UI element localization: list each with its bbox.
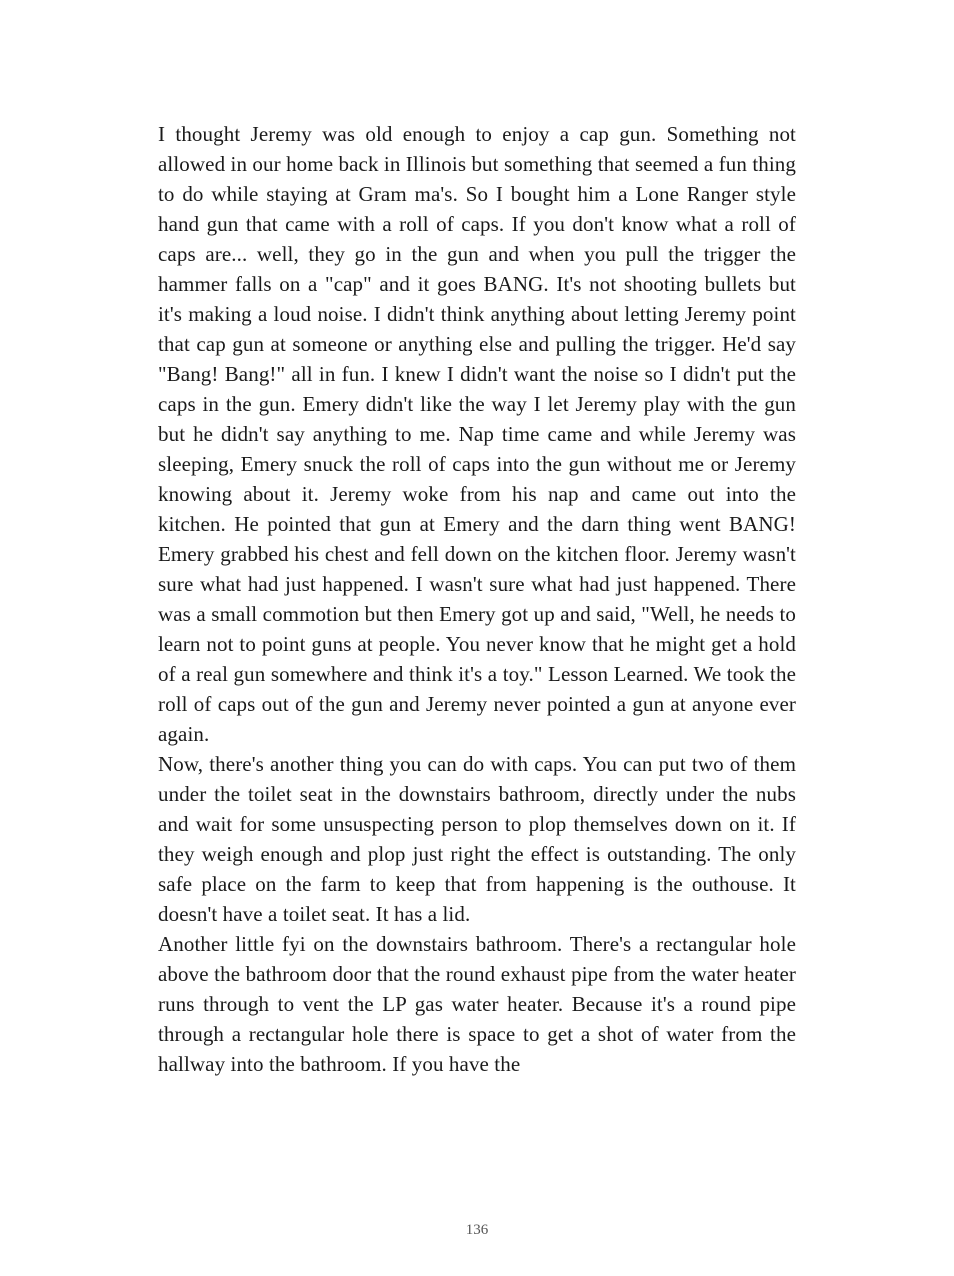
paragraph-cap-gun: I thought Jeremy was old enough to enjoy a cap gun. Something not allowed in our home back in Illinois but something that seemed a fun thing to do while staying at Gram ma's. So I bought him a Lone Ranger style hand gun that came with a roll of caps. If you don't know what a roll of caps are... well, they go in the gun and when you pull the trigger the hammer falls on a "cap" and it goes BANG. It's not shooting bullets but it's making a loud noise. I didn't think anything about letting Jeremy point that cap gun at someone or anything else and pulling the trigger. He'd say "Bang! Bang!" all in fun. I knew I didn't want the noise so I didn't put the caps in the gun. Emery didn't like the way I let Jeremy play with the gun but he didn't say anything to me. Nap time came and while Jeremy was sleeping, Emery snuck the roll of caps into the gun without me or Jeremy knowing about it. Jeremy woke from his nap and came out into the kitchen. He pointed that gun at Emery and the darn thing went BANG! Emery grabbed his chest and fell down on the kitchen floor. Jeremy wasn't sure what had just happened. I wasn't sure what had just happened. There was a small commotion but then Emery got up and said, "Well, he needs to learn not to point guns at people. You never know that he might get a hold of a real gun somewhere and think it's a toy." Lesson Learned. We took the roll of caps out of the gun and Jeremy never pointed a gun at anyone ever again. bbox=[158, 122, 796, 746]
body-text bbox=[158, 119, 796, 1079]
paragraph-bathroom-hole: Another little fyi on the downstairs bathroom. There's a rectangular hole above the bathroom door that the round exhaust pipe from the water heater runs through to vent the LP gas water heater. Because it's a round pipe through a rectangular hole there is space to get a shot of water from the hallway into the bathroom. If you have the bbox=[158, 932, 796, 1076]
page-number: 136 bbox=[465, 1222, 489, 1238]
paragraph-toilet-seat-caps: Now, there's another thing you can do with caps. You can put two of them under the toilet seat in the downstairs bathroom, directly under the nubs and wait for some unsuspecting person to plop themselves down on it. If they weigh enough and plop just right the effect is outstanding. The only safe place on the farm to keep that from happening is the outhouse. It doesn't have a toilet seat. It has a lid. bbox=[158, 752, 796, 926]
